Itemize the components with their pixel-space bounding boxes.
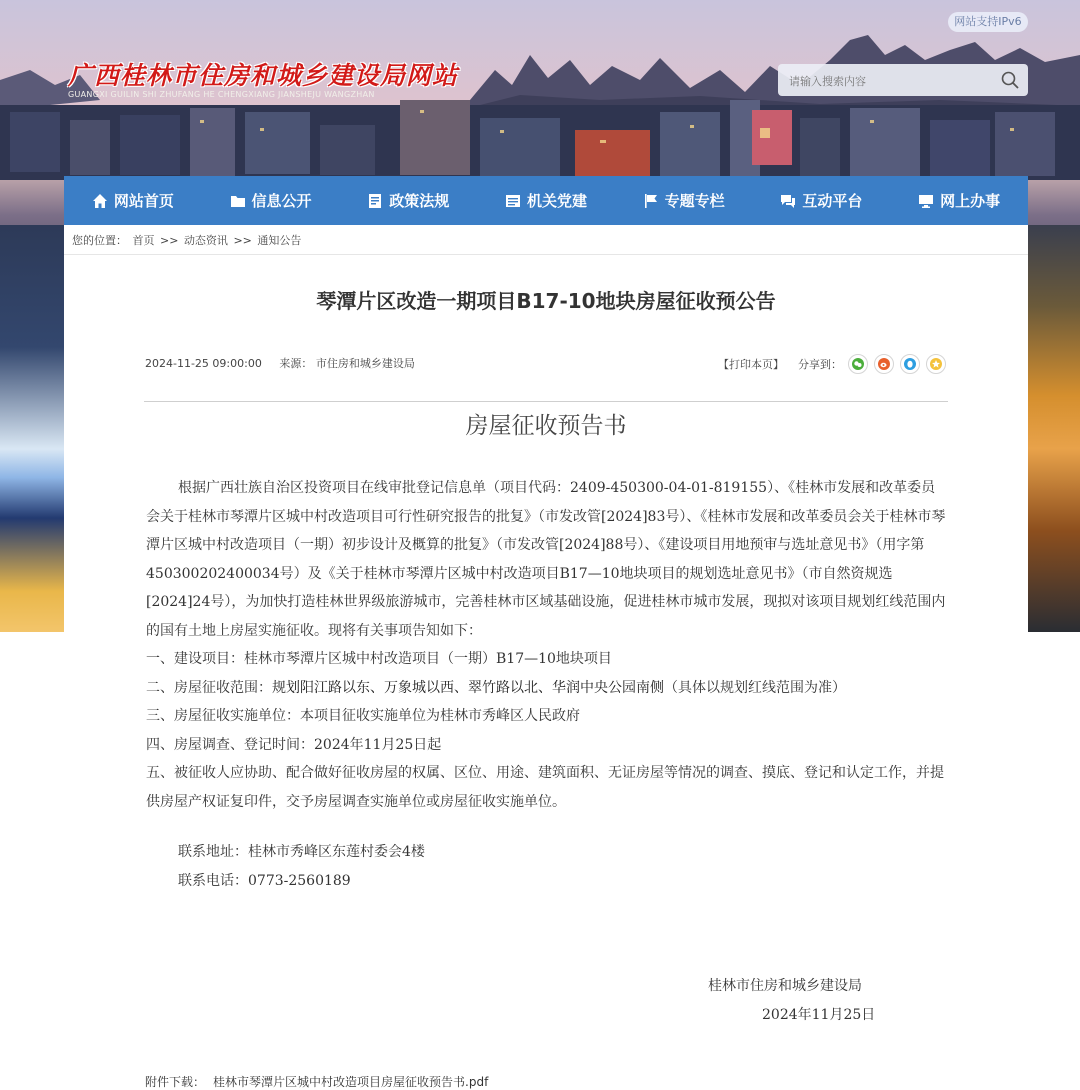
nav-interact[interactable]	[780, 190, 862, 211]
article-title: 琴潭片区改造一期项目B17-10地块房屋征收预公告	[316, 289, 776, 313]
main-nav	[64, 176, 1028, 225]
nav-interact-label: 互动平台	[802, 192, 863, 210]
item-2-prefix: 二、房屋征收范围：	[146, 679, 272, 696]
body-item-4: 四、房屋调查、登记时间：2024年11月25日起	[146, 736, 442, 753]
monitor-icon	[918, 193, 934, 209]
publish-date: 2024-11-25 09:00:00	[145, 357, 262, 370]
nav-home-label: 网站首页	[113, 192, 174, 210]
document-icon	[367, 193, 383, 209]
body-item-5: 五、被征收人应协助、配合做好征收房屋的权属、区位、用途、建筑面积、无证房屋等情况的调查、摸底、登记和认定工作，并提供房屋产权证复印件，交予房屋调查实施单位或房屋征收实施单位。	[146, 765, 944, 810]
nav-info[interactable]	[230, 190, 312, 211]
article-meta	[145, 355, 415, 371]
signer: 桂林市住房和城乡建设局	[708, 978, 862, 994]
sign-date: 2024年11月25日	[762, 1007, 876, 1023]
search-box	[778, 64, 1028, 96]
item-2-range: 规划阳江路以东、万象城以西、翠竹路以北、华润中央公园南侧	[272, 679, 664, 696]
left-scenery	[0, 225, 64, 632]
nav-policy[interactable]	[367, 190, 449, 211]
weibo-icon[interactable]	[874, 354, 894, 374]
share-label: 分享到：	[798, 358, 842, 371]
source-value: 市住房和城乡建设局	[315, 357, 415, 370]
qzone-icon[interactable]	[926, 354, 946, 374]
wechat-icon[interactable]	[848, 354, 868, 374]
site-pinyin: GUANGXI GUILIN SHI ZHUFANG HE CHENGXIANG JIANSHEJU WANGZHAN	[68, 90, 375, 99]
nav-home[interactable]	[92, 190, 174, 211]
article-tools	[718, 354, 952, 374]
divider	[64, 254, 1028, 255]
nav-info-label: 信息公开	[251, 192, 312, 210]
nav-party[interactable]	[505, 190, 587, 211]
print-button[interactable]: 【打印本页】	[718, 358, 784, 371]
body-paragraph: 根据广西壮族自治区投资项目在线审批登记信息单（项目代码：2409-450300-04-01-819155）、《桂林市发展和改革委员会关于桂林市琴潭片区城中村改造项目可行性研究报告的批复》（市发改管[2024]83号）、《桂林市发展和改革委员会关于桂林市琴潭片区城中村改造项目（一期）初步设计及概算的批复》（市发改管[2024]88号）、《建设项目用地预审与选址意见书》（用字第450300202400034号）及《关于桂林市琴潭片区城中村改造项目B17—10地块项目的规划选址意见书》（市自然资规选[2024]24号），为加快打造桂林世界级旅游城市，完善桂林市区域基础设施，促进桂林市城市发展，现拟对该项目规划红线范围内的国有土地上房屋实施征收。现将有关事项告知如下：	[146, 480, 946, 639]
article-body	[146, 474, 946, 895]
document-heading: 房屋征收预告书	[465, 413, 627, 439]
nav-party-label: 机关党建	[526, 192, 587, 210]
search-icon[interactable]	[1000, 70, 1020, 90]
breadcrumb-separator: >>	[233, 234, 252, 247]
home-icon	[92, 193, 108, 209]
nav-topics[interactable]	[643, 190, 725, 211]
attachment-row	[145, 1073, 488, 1090]
breadcrumb-notices[interactable]: 通知公告	[257, 234, 302, 247]
body-item-2	[146, 674, 946, 703]
attachment-label: 附件下载：	[145, 1075, 206, 1089]
content-panel	[64, 225, 1028, 1089]
attachment-link[interactable]: 桂林市琴潭片区城中村改造项目房屋征收预告书.pdf	[213, 1075, 489, 1089]
body-item-1: 一、建设项目：桂林市琴潭片区城中村改造项目（一期）B17—10地块项目	[146, 651, 612, 667]
nav-policy-label: 政策法规	[389, 192, 450, 210]
breadcrumb-separator: >>	[160, 234, 179, 247]
search-input[interactable]	[787, 64, 991, 98]
nav-online-label: 网上办事	[940, 192, 1001, 210]
title-divider	[144, 401, 948, 402]
nav-online[interactable]	[918, 190, 1000, 211]
breadcrumb	[72, 232, 303, 248]
item-2-suffix: （具体以规划红线范围为准）	[664, 679, 846, 696]
breadcrumb-news[interactable]: 动态资讯	[183, 234, 228, 247]
contact-address: 联系地址：桂林市秀峰区东莲村委会4楼	[178, 844, 425, 860]
right-scenery	[1028, 225, 1080, 632]
breadcrumb-prefix: 您的位置：	[72, 234, 127, 247]
site-title[interactable]: 广西桂林市住房和城乡建设局网站	[68, 61, 459, 90]
list-icon	[505, 193, 521, 209]
contact-phone: 联系电话：0773-2560189	[178, 872, 351, 889]
chat-icon	[780, 193, 796, 209]
breadcrumb-home[interactable]: 首页	[132, 234, 155, 247]
folder-icon	[230, 193, 246, 209]
nav-topics-label: 专题专栏	[664, 192, 725, 210]
flag-icon	[643, 193, 659, 209]
source-label: 来源：	[279, 357, 313, 370]
qq-icon[interactable]	[900, 354, 920, 374]
ipv6-badge: 网站支持IPv6	[948, 12, 1028, 32]
body-item-3: 三、房屋征收实施单位：本项目征收实施单位为桂林市秀峰区人民政府	[146, 708, 580, 724]
